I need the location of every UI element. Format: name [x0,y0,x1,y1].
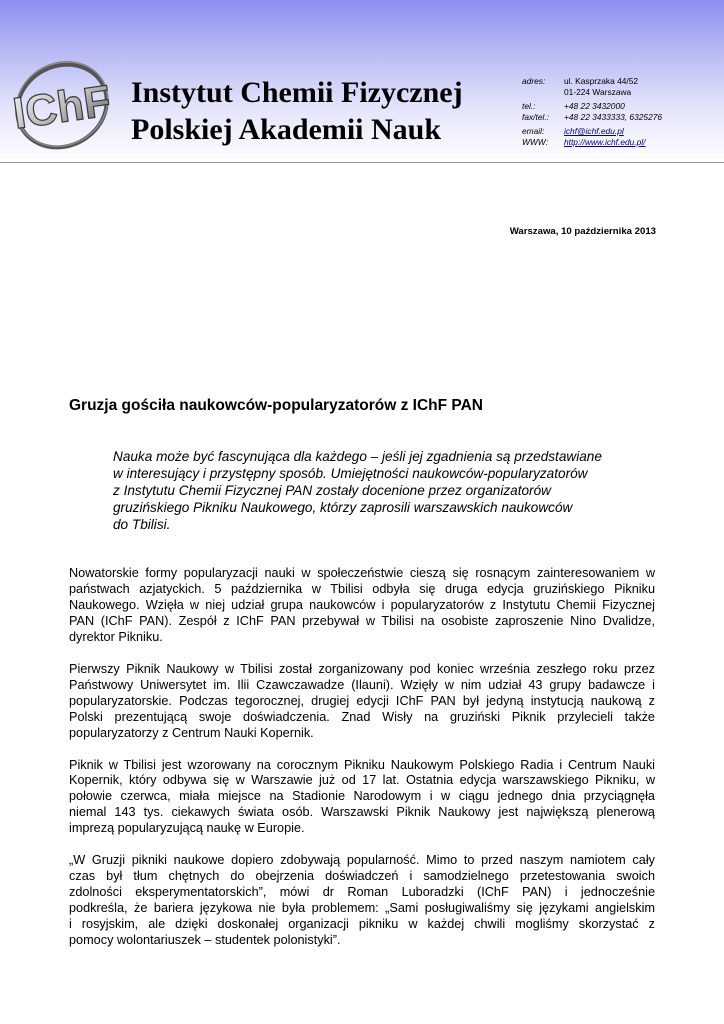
institute-name-line1: Instytut Chemii Fizycznej [131,76,463,109]
body-line: i rosyjskim, ale dzięki doskonałej organizacji pikniku w każdej chwili mogliśmy skorzystać z [69,917,655,932]
lead-paragraph [113,448,653,533]
body-line: niemal 143 tys. ciekawych świata osób. Warszawski Piknik Naukowy jest największą plenerową [69,805,655,820]
article-body [69,566,655,965]
body-line: dyrektor Pikniku. [69,629,163,644]
lead-line: z Instytutu Chemii Fizycznej PAN zostały docenione przez organizatorów [113,483,551,499]
body-line: Państwowy Uniwersytet im. Ilii Czawczawadze (Ilauni). Wzięły w nim udział 43 grupy badawcze i [69,677,655,692]
body-paragraph [69,566,655,646]
tel-value: +48 22 3432000 [564,101,625,111]
body-line: popularyzatorzy z Centrum Nauki Kopernik. [69,725,314,740]
body-line: imprezą popularyzującą naukę w Europie. [69,821,305,836]
body-line: zdolności eksperymentatorskich”, mówi dr Roman Luboradzki (IChF PAN) i jednocześnie [69,885,655,900]
body-line: popularyzatorskie. Podczas tegorocznej, drugiej edycji IChF PAN był jedyną instytucją naukową z [69,693,655,708]
institute-name [131,74,463,148]
address-line1: ul. Kasprzaka 44/52 [564,76,639,86]
body-line: Naukowego. Wzięła w niej udział grupa naukowców i popularyzatorów z Instytutu Chemii Fizycznej [69,597,655,612]
body-line: PAN (IChF PAN). Zespół z IChF PAN przebywał w Tbilisi na osobiste zaproszenie Nino Dvalidze, [69,613,655,628]
address-line2: 01-224 Warszawa [564,86,632,97]
fax-label: fax/tel.: [522,111,549,122]
body-line: połowie czerwca, miała miejsce na Stadionie Narodowym i w ciągu jednego dnia przyciągnęła [69,789,655,804]
www-label: WWW: [522,136,549,147]
body-line: pomocy wolontariuszek – studentek polonistyki”. [69,933,341,948]
body-line: państwach azjatyckich. 5 października w Tbilisi odbyła się druga edycja gruzińskiego Pikniku [69,581,655,596]
address-label: adres: [522,76,546,86]
body-line: Nowatorskie formy popularyzacji nauki w społeczeństwie cieszą się rosnącym zainteresowaniem w [69,566,655,580]
institute-name-line2: Polskiej Akademii Nauk [131,113,442,146]
body-line: Pierwszy Piknik Naukowy w Tbilisi został zorganizowany pod koniec września zeszłego roku przez [69,661,655,676]
body-line: podkreśla, że bariera językowa nie była problemem: „Sami posługiwaliśmy się językami angielskim [69,901,655,916]
document-date: Warszawa, 10 października 2013 [509,226,656,237]
website-link[interactable]: http://www.ichf.edu.pl/ [564,136,646,147]
body-line: Kopernik, który odbywa się w Warszawie już od 17 lat. Ostatnia edycja warszawskiego Pikniku, w [69,773,655,788]
body-line: Polski prezentującą swoje doświadczenia. Znad Wisły na gruziński Piknik przylecieli także [69,709,655,724]
body-line: czas był tłum chętnych do obejrzenia doświadczeń i samodzielnego przetestowania swoich [69,869,655,884]
tel-label: tel.: [522,101,536,111]
body-paragraph [69,662,655,742]
lead-line: w interesujący i przystępny sposób. Umiejętności naukowców-popularyzatorów [113,466,588,482]
body-line: Piknik w Tbilisi jest wzorowany na corocznym Pikniku Naukowym Polskiego Radia i Centrum Nauki [69,757,655,772]
body-paragraph [69,758,655,838]
body-line: „W Gruzji pikniki naukowe dopiero zdobywają popularność. Mimo to przed naszym namiotem cały [69,853,655,868]
email-link[interactable]: ichf@ichf.edu.pl [564,126,624,136]
lead-line: Nauka może być fascynująca dla każdego – jeśli jej zgadnienia są przedstawiane [113,449,602,464]
ichf-logo [10,52,114,156]
press-release-headline: Gruzja gościła naukowców-popularyzatorów z IChF PAN [69,397,483,414]
logo-text: IChF [10,76,114,139]
email-label: email: [522,126,545,136]
letterhead-divider [0,162,724,163]
contact-block [522,76,662,147]
lead-line: gruzińskiego Pikniku Naukowego, którzy zaprosili warszawskich naukowców [113,500,573,516]
lead-line: do Tbilisi. [113,517,171,533]
fax-value: +48 22 3433333, 6325276 [564,111,663,122]
body-paragraph [69,853,655,949]
